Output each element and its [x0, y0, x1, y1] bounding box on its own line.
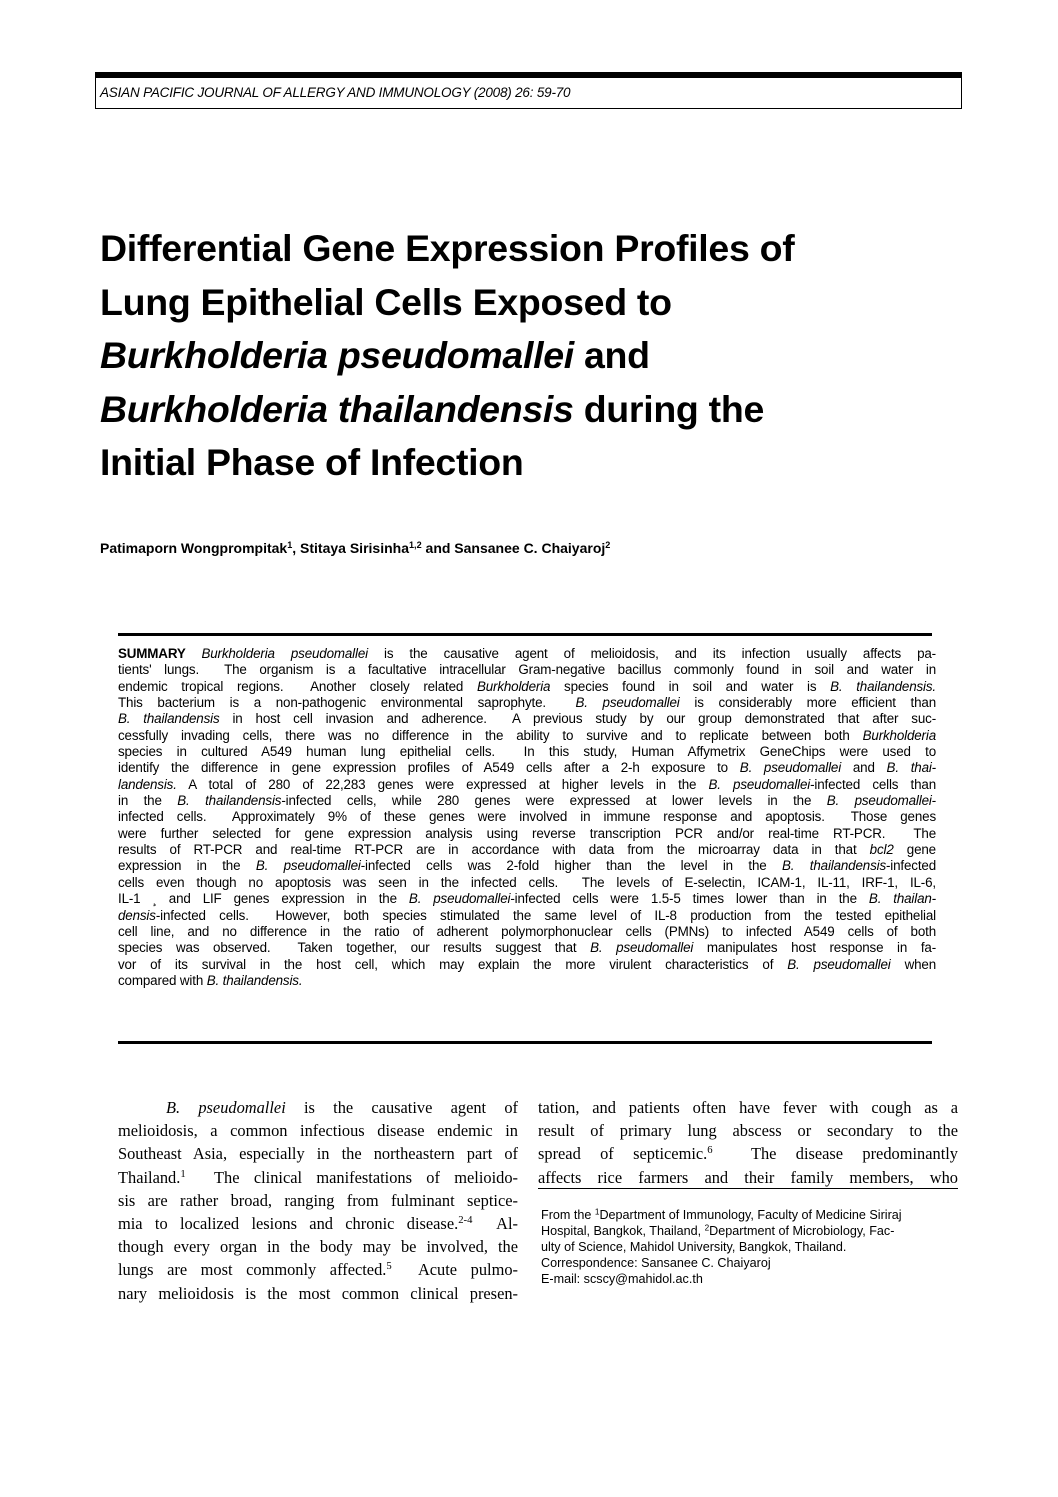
text-run: is the causative agent of [285, 1098, 518, 1117]
italic-text: B. thailandensis. [206, 972, 303, 988]
text-run: during the [573, 387, 765, 430]
italic-text: B. pseudomallei [787, 956, 891, 972]
bold-label: SUMMARY [118, 646, 202, 661]
footnote-line [541, 1271, 951, 1287]
italic-text: B. pseudomallei [255, 858, 361, 874]
text-run: nary melioidosis is the most common clinical presen- [118, 1283, 518, 1303]
italic-text: B. thailandensis [118, 711, 220, 727]
italic-text: B. thailandensis [177, 793, 282, 809]
footnote-line [541, 1207, 951, 1223]
body-column-left [118, 1096, 518, 1305]
body-left-line [118, 1096, 518, 1119]
text-run: -infected cells were 1.5-5 times lower than in the [510, 891, 869, 907]
summary-line [118, 891, 936, 907]
summary-line [118, 679, 936, 695]
italic-text: densis [118, 907, 156, 923]
title-line [100, 436, 794, 490]
text-run: IL-1 ¸ and LIF genes expression in the [118, 891, 409, 907]
text-run: -infected [886, 858, 937, 874]
summary-line [118, 957, 936, 973]
superscript-reference: 1 [180, 1168, 186, 1180]
text-run: sis are rather broad, ranging from fulminant septice- [118, 1190, 518, 1210]
text-run: lungs are most commonly affected. [118, 1260, 387, 1280]
text-run: Department of Microbiology, Fac- [709, 1224, 895, 1238]
italic-text: B. thai- [886, 760, 936, 776]
italic-text: landensis. [118, 776, 177, 792]
text-run: affects rice farmers and their family members, who [538, 1167, 958, 1187]
title-line [100, 222, 794, 276]
footnote-line [541, 1239, 951, 1255]
body-left-line [118, 1166, 518, 1189]
author-list [100, 540, 610, 556]
article-title [100, 222, 794, 490]
text-run: tation, and patients often have fever with cough as a [538, 1098, 958, 1117]
text-run: -infected cells. However, both species stimulated the same level of IL-8 production from the tested epithelial [155, 907, 936, 923]
authors-line [100, 540, 610, 556]
body-left-line [118, 1282, 518, 1305]
text-run: and Sansanee C. Chaiyaroj [421, 540, 606, 556]
superscript-reference: 2-4 [458, 1215, 473, 1227]
title-line [100, 276, 794, 330]
text-run: Southeast Asia, especially in the northeastern part of [118, 1144, 518, 1164]
text-run: -infected cells, while 280 genes were expressed at lower levels in the [281, 793, 827, 809]
text-run: vor of its survival in the host cell, which may explain the more virulent characteristics of [118, 956, 788, 972]
italic-text: B. thailandensis [782, 858, 886, 874]
summary-line [118, 728, 936, 744]
title-line [100, 383, 794, 437]
text-run: , Stitaya Sirisinha [292, 540, 409, 556]
body-left-line [118, 1119, 518, 1142]
summary-line [118, 940, 936, 956]
text-run: identify the difference in gene expression profiles of A549 cells after a 2-h exposure to [118, 760, 740, 776]
text-run: Department of Immunology, Faculty of Medicine Siriraj [599, 1208, 902, 1222]
summary-line [118, 760, 936, 776]
summary-line [118, 777, 936, 793]
summary-line [118, 924, 936, 940]
superscript-reference: 5 [386, 1261, 392, 1273]
summary-line [118, 826, 936, 842]
summary-line [118, 908, 936, 924]
text-run: Hospital, Bangkok, Thailand, [541, 1224, 705, 1238]
text-run: ulty of Science, Mahidol University, Bangkok, Thailand. [541, 1240, 847, 1254]
text-run: Lung Epithelial Cells Exposed to [100, 280, 672, 323]
italic-text: Burkholderia [862, 727, 936, 743]
italic-text: B. thailan- [868, 891, 936, 907]
italic-text: B. thailandensis. [830, 678, 936, 694]
superscript-reference: 1 [287, 540, 293, 550]
summary-line [118, 858, 936, 874]
text-run: result of primary lung abscess or secondary to the [538, 1121, 958, 1141]
body-left-line [118, 1235, 518, 1258]
text-run: manipulates host response in fa- [693, 940, 937, 956]
italic-text: Burkholderia pseudomallei [201, 646, 368, 661]
text-run: cell line, and no difference in the ratio of adherent polymorphonuclear cells (PMNs) to infected A549 cells of both [118, 923, 936, 939]
text-run: and [573, 334, 650, 376]
italic-text: Burkholderia [476, 678, 551, 694]
text-run: Correspondence: Sansanee C. Chaiyaroj [541, 1256, 771, 1270]
summary-line [118, 711, 936, 727]
footnote-line [541, 1223, 951, 1239]
text-run: were further selected for gene expression analysis using reverse transcription PCR and/or real-time RT-PCR. The [118, 825, 936, 841]
summary-line [118, 793, 936, 809]
text-run: infected cells. Approximately 9% of these genes were involved in immune response and apoptosis. Those genes [118, 809, 936, 825]
summary-line [118, 646, 936, 662]
text-run: when [890, 956, 936, 972]
text-run: in host cell invasion and adherence. A previous study by our group demonstrated that after suc- [219, 711, 936, 727]
summary-top-rule [118, 633, 932, 636]
superscript-reference: 2 [605, 540, 611, 550]
italic-text: B. pseudomallei [575, 695, 680, 711]
text-run: compared with [118, 972, 207, 988]
superscript-reference: 1 [594, 1207, 600, 1217]
text-run: mia to localized lesions and chronic disease. [118, 1214, 459, 1234]
italic-text: B. pseudomallei [166, 1098, 286, 1117]
text-run: tients' lungs. The organism is a facultative intracellular Gram-negative bacillus commonly found in soil and water in [118, 662, 936, 678]
summary-line [118, 695, 936, 711]
summary-line [118, 842, 936, 858]
body-right-line [538, 1096, 958, 1119]
body-right-line [538, 1119, 958, 1142]
text-run: Differential Gene Expression Profiles of [100, 227, 795, 269]
text-run: endemic tropical regions. Another closely related [118, 678, 477, 694]
summary-line [118, 973, 936, 989]
body-right-line [538, 1166, 958, 1189]
text-run: Initial Phase of Infection [100, 441, 524, 483]
summary-abstract [118, 646, 936, 989]
text-run: is considerably more efficient than [679, 695, 937, 711]
text-run: species found in soil and water is [550, 678, 831, 694]
summary-bottom-rule [118, 1041, 932, 1044]
body-column-right [538, 1096, 958, 1189]
text-run: The disease predominantly [712, 1144, 958, 1164]
footnote-line [541, 1255, 951, 1271]
text-run: in the [118, 793, 178, 809]
text-run: Al- [472, 1214, 518, 1234]
text-run: melioidosis, a common infectious disease endemic in [118, 1121, 518, 1141]
summary-line [118, 809, 936, 825]
text-run: A total of 280 of 22,283 genes were expressed at higher levels in the [176, 776, 709, 792]
text-run: cells even though no apoptosis was seen in the infected cells. The levels of E-selectin, ICAM-1, IL-11, IRF-1, IL-6, [118, 874, 936, 890]
text-run: expression in the [118, 858, 256, 874]
text-run: This bacterium is a non-pathogenic environmental saprophyte. [118, 695, 576, 711]
italic-text: bcl2 [869, 842, 894, 858]
summary-line [118, 744, 936, 760]
summary-line [118, 662, 936, 678]
italic-text: Burkholderia pseudomallei [100, 334, 574, 376]
italic-text: B. pseudomallei [408, 891, 511, 907]
superscript-reference: 6 [707, 1145, 713, 1157]
body-left-line [118, 1189, 518, 1212]
text-run: Thailand. [118, 1167, 181, 1187]
italic-text: B. pseudomallei [590, 940, 694, 956]
text-run: cessfully invading cells, there was no difference in the ability to survive and to replicate between both [118, 727, 863, 743]
text-run: is the causative agent of melioidosis, and its infection usually affects pa- [367, 646, 936, 661]
body-left-line [118, 1142, 518, 1165]
affiliation-footnote [541, 1207, 951, 1287]
text-run: Acute pulmo- [391, 1260, 518, 1280]
text-run: though every organ in the body may be involved, the [118, 1237, 518, 1257]
text-run: spread of septicemic. [538, 1144, 708, 1164]
text-run: species in cultured A549 human lung epithelial cells. In this study, Human Affymetrix GeneChips were used to [118, 744, 936, 760]
text-run: From the [541, 1208, 595, 1222]
text-run: and [841, 760, 887, 776]
italic-text: B. pseudomallei [739, 760, 842, 776]
italic-text: B. pseudomallei [708, 776, 811, 792]
text-run: -infected cells was 2-fold higher than the level in the [360, 858, 782, 874]
journal-citation: ASIAN PACIFIC JOURNAL OF ALLERGY AND IMMUNOLOGY (2008) 26: 59-70 [100, 85, 571, 100]
italic-text: B. pseudomallei [826, 793, 932, 809]
body-left-line [118, 1212, 518, 1235]
summary-line [118, 875, 936, 891]
text-run: -infected cells than [810, 776, 936, 792]
text-run: results of RT-PCR and real-time RT-PCR are in accordance with data from the microarray data in that [118, 842, 870, 858]
text-run: gene [893, 842, 936, 858]
footnote-rule [538, 1188, 958, 1189]
body-right-line [538, 1142, 958, 1165]
text-run: species was observed. Taken together, our results suggest that [118, 940, 591, 956]
superscript-reference: 2 [704, 1223, 710, 1233]
text-run: The clinical manifestations of melioido- [185, 1167, 518, 1187]
body-left-line [118, 1258, 518, 1281]
italic-text: Burkholderia thailandensis [100, 387, 574, 430]
journal-header [95, 72, 962, 109]
text-run: E-mail: scscy@mahidol.ac.th [541, 1272, 703, 1286]
title-line [100, 329, 794, 383]
superscript-reference: 1,2 [408, 540, 422, 550]
text-run: - [931, 793, 937, 809]
text-run: Patimaporn Wongprompitak [100, 540, 288, 556]
